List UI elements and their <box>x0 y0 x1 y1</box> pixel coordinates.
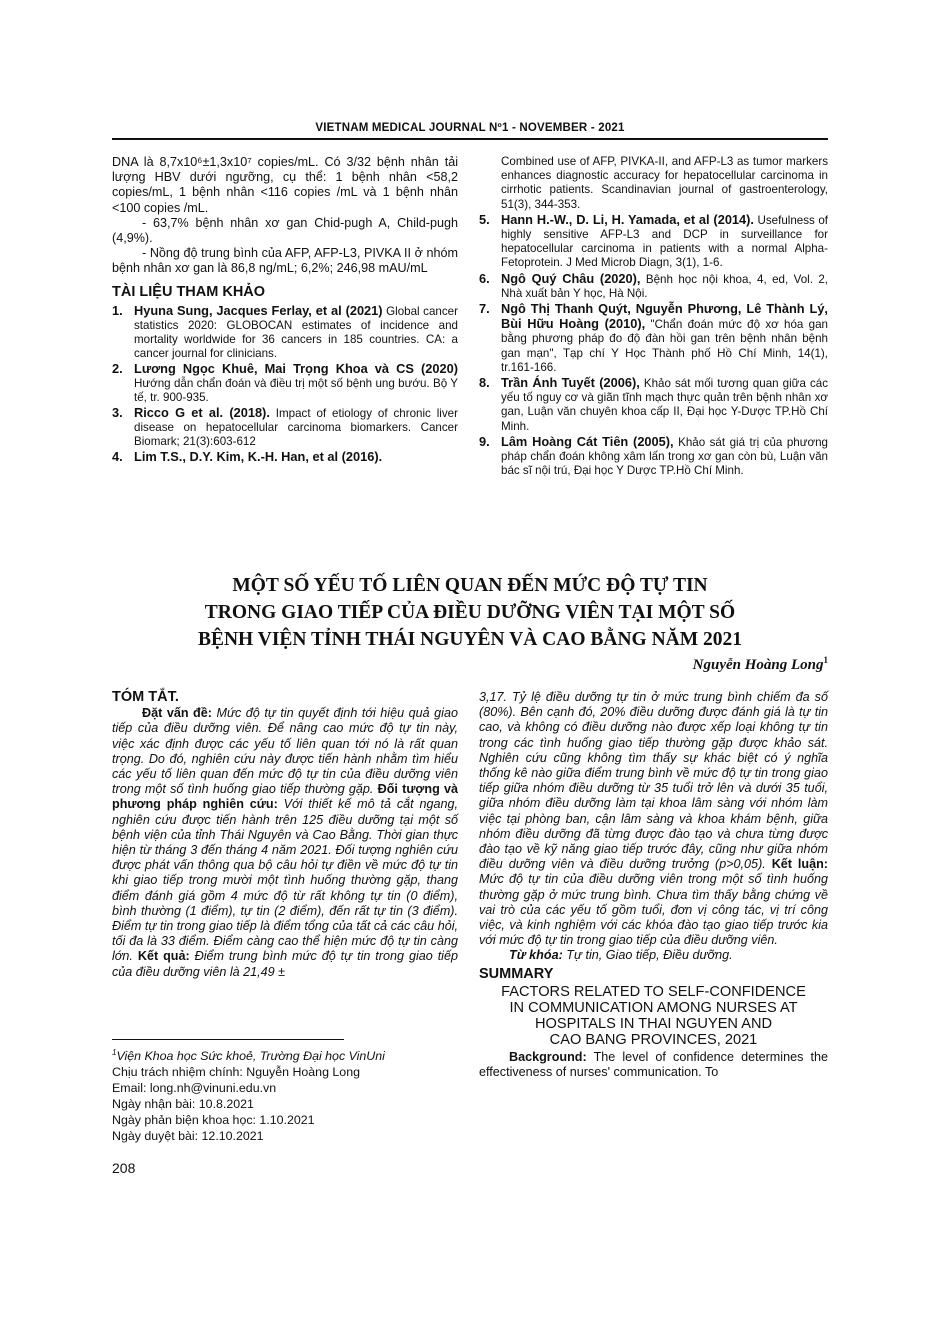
title-line: TRONG GIAO TIẾP CỦA ĐIỀU DƯỠNG VIÊN TẠI MỘT SỐ <box>204 602 736 623</box>
reference-item: 3. Ricco G et al. (2018). Impact of etiology of chronic liver disease on hepatocellular carcinoma biomarkers. Cancer Biomark; 21(3):603-612 <box>112 404 458 448</box>
keywords: Từ khóa: Tự tin, Giao tiếp, Điều dưỡng. <box>509 948 733 963</box>
summary-body: Background: The level of confidence determines the effectiveness of nurses' communication. To <box>479 1049 828 1080</box>
footnote-email: Email: long.nh@vinuni.edu.vn <box>112 1081 277 1096</box>
footnotes <box>112 1045 458 1144</box>
reference-item: 5. Hann H.-W., D. Li, H. Yamada, et al (2014). Usefulness of highly sensitive AFP-L3 and DCP in surveillance for hepatocellular carcinoma in patients with a normal Alpha-Fetoprotein. J Med Microb Diagn, 3(1), 1-6. <box>479 211 828 270</box>
abstract-body: Đặt vấn đề: Mức độ tự tin quyết định tới hiệu quả giao tiếp của điều dưỡng viên. Để nâng cao mức độ tự tin này, việc xác định được các yếu tố liên quan tới nó là rất quan trọng. Do đó, nghiên cứu này được tiến hành nhằm tìm hiểu các yếu tố liên quan đến mức độ tự tin của điều dưỡng viên trong một số tình huống giao tiếp thường gặp. Đối tượng và phương pháp nghiên cứu: Với thiết kế mô tả cắt ngang, nghiên cứu được tiến hành trên 125 điều dưỡng tại một số bệnh viện của tỉnh Thái Nguyên và Cao Bằng. Thời gian thực hiện từ tháng 3 đến tháng 4 năm 2021. Đối tượng nghiên cứu được phát vấn thông qua bộ câu hỏi tự điền về mức độ tự tin khi giao tiếp trong mười một tình huống thường gặp, thang điểm đánh giá gồm 4 mức độ từ rất không tự tin (0 điểm), bình thường (1 điểm), tự tin (2 điểm), đến rất tự tin (3 điểm). Điểm tự tin trong giao tiếp là điểm tổng của tất cả các câu hỏi, tối đa là 33 điểm. Điểm càng cao thể hiện mức độ tự tin càng lớn. Kết quả: Điểm trung bình mức độ tự tin trong giao tiếp của điều dưỡng viên là 21,49 ± <box>112 706 458 979</box>
abstract-heading: TÓM TẮT. <box>112 689 179 705</box>
references-list-continued <box>479 155 828 478</box>
reference-item: 7. Ngô Thị Thanh Quýt, Nguyễn Phương, Lê Thành Lý, Bùi Hữu Hoàng (2010), "Chẩn đoán mức độ xơ hóa gan bằng phương pháp đo độ đàn hồi gan trên bệnh nhân bệnh gan mạn", Tạp chí Y Học Thành phố Hồ Chí Minh, 14(1), tr.161-166. <box>479 301 829 374</box>
abstract-right-column <box>479 690 828 1080</box>
title-line: MỘT SỐ YẾU TỐ LIÊN QUAN ĐẾN MỨC ĐỘ TỰ TIN <box>232 575 708 596</box>
abstract-left-column <box>112 690 458 980</box>
previous-article-right-column <box>479 155 828 479</box>
reference-item-continued: Combined use of AFP, PIVKA-II, and AFP-L3 as tumor markers enhances diagnostic accuracy for hepatocellular carcinoma in cirrhotic patients. Scandinavian journal of gastroenterology, 51(3), 344-353. <box>501 155 828 211</box>
references-list <box>112 304 458 465</box>
results-bullet-childpugh: - 63,7% bệnh nhân xơ gan Chid-pugh A, Child-pugh (4,9%). <box>112 215 458 246</box>
summary-title: FACTORS RELATED TO SELF-CONFIDENCE IN COMMUNICATION AMONG NURSES AT HOSPITALS IN THAI NGUYEN AND CAO BANG PROVINCES, 2021 <box>501 983 806 1048</box>
summary-heading: SUMMARY <box>479 965 554 982</box>
reference-item: 4. Lim T.S., D.Y. Kim, K.-H. Han, et al (2016). <box>112 448 383 464</box>
title-line: BỆNH VIỆN TỈNH THÁI NGUYÊN VÀ CAO BẰNG NĂM 2021 <box>197 629 743 650</box>
header-rule <box>112 138 828 140</box>
footnote-received: Ngày nhận bài: 10.8.2021 <box>112 1097 254 1112</box>
reference-item: 8. Trần Ánh Tuyết (2006), Khảo sát mối tương quan giữa các yếu tố nguy cơ và giãn tĩnh mạch thực quản trên bệnh nhân xơ gan, Luận văn chuyên khoa cấp II, Đại học Y-Dược TP.Hồ Chí Minh. <box>479 375 828 433</box>
reference-item: 6. Ngô Quý Châu (2020), Bệnh học nội khoa, 4, ed, Vol. 2, Nhà xuất bản Y học, Hà Nội. <box>479 270 829 300</box>
abstract-body-continued: 3,17. Tỷ lệ điều dưỡng tự tin ở mức trung bình chiếm đa số (80%). Bên cạnh đó, 20% điều dưỡng được đánh giá là tự tin cao, và không có điều dưỡng nào được xếp loại không tự tin trong các tình huống giao tiếp thường gặp được khảo sát. Nghiên cứu cũng không tìm thấy sự khác biệt có ý nghĩa thống kê nào giữa điểm trung bình về mức độ tự tin trong giao tiếp giữa nhóm điều dưỡng từ 35 tuổi trở lên và dưới 35 tuổi, giữa nhóm điều dưỡng làm tại khoa lâm sàng với nhóm làm việc tại phòng ban, cận lâm sàng và khoa khám bệnh, giữa nhóm điều dưỡng đã từng được đào tạo và chưa từng được đào tạo về kỹ năng giao tiếp trước đây, cũng như giữa nhóm điều dưỡng viên và điều dưỡng trưởng (p>0,05). Kết luận: Mức độ tự tin của điều dưỡng viên trong một số tình huống thường gặp ở mức trung bình. Chưa tìm thấy bằng chứng về vai trò của các yếu tố gồm tuổi, đơn vị công tác, vị trí công việc, và kinh nghiệm với các khóa đào tạo giao tiếp trước kia với mức độ tự tin trong giao tiếp của điều dưỡng viên. <box>479 690 828 948</box>
footnote-rule <box>112 1039 344 1040</box>
reference-item: 9. Lâm Hoàng Cát Tiên (2005), Khảo sát giá trị của phương pháp chẩn đoán không xâm lấn trong xơ gan còn bù, Luận văn bác sĩ nội trú, Đại học Y Dược TP.Hồ Chí Minh. <box>479 433 828 478</box>
page-number: 208 <box>112 1160 136 1176</box>
references-heading: TÀI LIỆU THAM KHẢO <box>112 283 266 300</box>
footnote-corresponding: Chịu trách nhiệm chính: Nguyễn Hoàng Long <box>112 1065 360 1080</box>
footnote-reviewed: Ngày phản biện khoa học: 1.10.2021 <box>112 1113 315 1128</box>
previous-article-left-column <box>112 155 458 466</box>
footnote-affiliation: $^1$Viện Khoa học Sức khoẻ, Trường Đại học VinUni <box>112 1048 385 1064</box>
author-name: Nguyễn Hoàng Long$^1$ <box>692 655 828 673</box>
article-title <box>112 572 828 653</box>
running-header: VIETNAM MEDICAL JOURNAL Nº1 - NOVEMBER - 2021 <box>315 122 625 134</box>
results-bullet-markers: - Nồng độ trung bình của AFP, AFP-L3, PIVKA II ở nhóm bệnh nhân xơ gan là 86,8 ng/mL; 6,2%; 246,98 mAU/mL <box>112 246 458 276</box>
footnote-accepted: Ngày duyệt bài: 12.10.2021 <box>112 1129 264 1144</box>
results-paragraph: DNA là 8,7x10⁶±1,3x10⁷ copies/mL. Có 3/32 bệnh nhân tải lượng HBV dưới ngưỡng, cụ thể: 1 bệnh nhân <58,2 copies/mL, 1 bệnh nhân <116 copies /mL và 1 bệnh nhân <100 copies /mL. <box>112 155 458 215</box>
reference-item: 2. Lương Ngọc Khuê, Mai Trọng Khoa và CS (2020) Hướng dẫn chẩn đoán và điều trị một số bệnh ung bướu. Bộ Y tế, tr. 900-935. <box>112 360 458 404</box>
reference-item: 1. Hyuna Sung, Jacques Ferlay, et al (2021) Global cancer statistics 2020: GLOBOCAN estimates of incidence and mortality worldwide for 36 cancers in 185 countries. CA: a cancer journal for clinicians. <box>112 302 458 360</box>
